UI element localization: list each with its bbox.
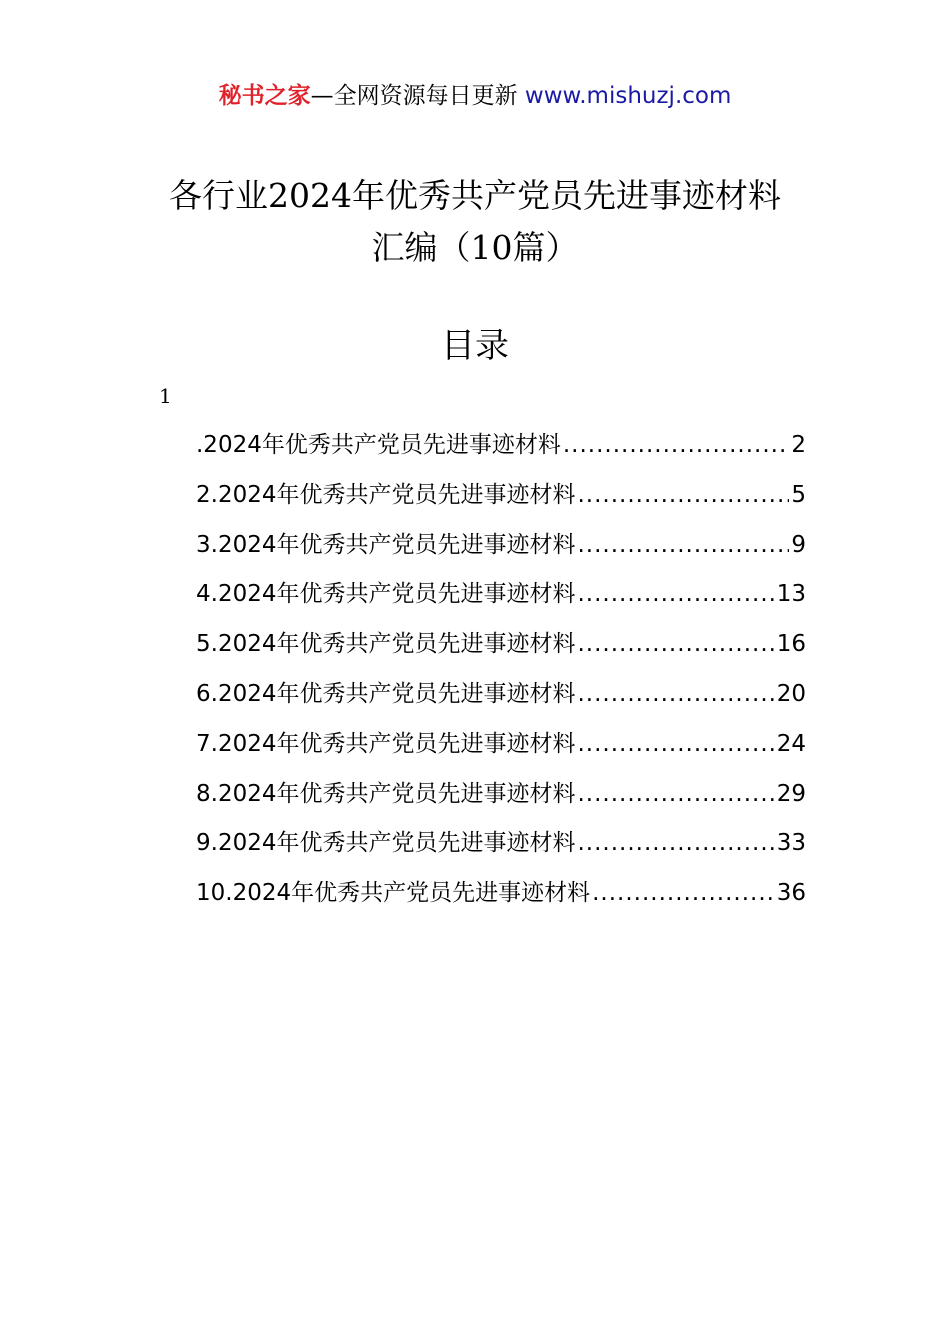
site-url-link[interactable]: www.mishuzj.com — [524, 83, 732, 109]
toc-entry[interactable] — [196, 624, 806, 674]
toc-entry-label: 3.2024年优秀共产党员先进事迹材料 — [196, 531, 576, 558]
toc-entry-page: 36 — [776, 880, 806, 907]
toc-entry-label: 6.2024年优秀共产党员先进事迹材料 — [196, 680, 576, 707]
toc-entry[interactable] — [196, 774, 806, 824]
toc-entry-label: 8.2024年优秀共产党员先进事迹材料 — [196, 780, 576, 807]
title-line-2: 汇编（10篇） — [371, 228, 579, 267]
toc-leader-dots — [577, 574, 774, 614]
toc-entry-label: 4.2024年优秀共产党员先进事迹材料 — [196, 581, 576, 608]
toc-entry-page: 29 — [776, 780, 806, 807]
toc-entry-page: 33 — [776, 830, 806, 857]
header-tagline: —全网资源每日更新 — [310, 83, 518, 109]
toc-entry-page: 24 — [776, 730, 806, 757]
toc-entry[interactable] — [196, 425, 806, 475]
site-header — [0, 80, 950, 112]
toc-entry[interactable] — [196, 724, 806, 774]
toc-entry-page: 16 — [776, 631, 806, 658]
toc-leader-dots — [577, 624, 774, 664]
toc-entry[interactable] — [196, 823, 806, 873]
toc-entry[interactable] — [196, 674, 806, 724]
toc-leader-dots — [577, 475, 789, 515]
toc-entry-page: 5 — [791, 481, 806, 508]
toc-entry-label: 5.2024年优秀共产党员先进事迹材料 — [196, 631, 576, 658]
document-title — [0, 170, 950, 274]
toc-entry-page: 13 — [776, 581, 806, 608]
page-marker-number: 1 — [159, 384, 172, 408]
toc-leader-dots — [577, 674, 774, 714]
toc-leader-dots — [577, 724, 774, 764]
toc-leader-dots — [592, 873, 775, 913]
toc-entry-page: 9 — [791, 531, 806, 558]
toc-leader-dots — [577, 525, 789, 565]
toc-entry-label: 9.2024年优秀共产党员先进事迹材料 — [196, 830, 576, 857]
toc-entry-label: 2.2024年优秀共产党员先进事迹材料 — [196, 481, 576, 508]
toc-leader-dots — [563, 425, 790, 465]
toc-entry[interactable] — [196, 525, 806, 575]
toc-entry-label: 7.2024年优秀共产党员先进事迹材料 — [196, 730, 576, 757]
toc-entry-label: 10.2024年优秀共产党员先进事迹材料 — [196, 880, 591, 907]
toc-leader-dots — [577, 823, 774, 863]
toc-entry[interactable] — [196, 873, 806, 923]
toc-entry[interactable] — [196, 574, 806, 624]
toc-entry-label: .2024年优秀共产党员先进事迹材料 — [196, 432, 561, 458]
toc-entry[interactable] — [196, 475, 806, 525]
title-line-1: 各行业2024年优秀共产党员先进事迹材料 — [169, 176, 781, 215]
toc-entry-page: 20 — [776, 680, 806, 707]
table-of-contents — [196, 425, 806, 923]
brand-name: 秘书之家 — [218, 83, 311, 109]
toc-heading: 目录 — [441, 326, 509, 366]
toc-leader-dots — [577, 774, 774, 814]
toc-entry-page: 2 — [791, 432, 806, 458]
